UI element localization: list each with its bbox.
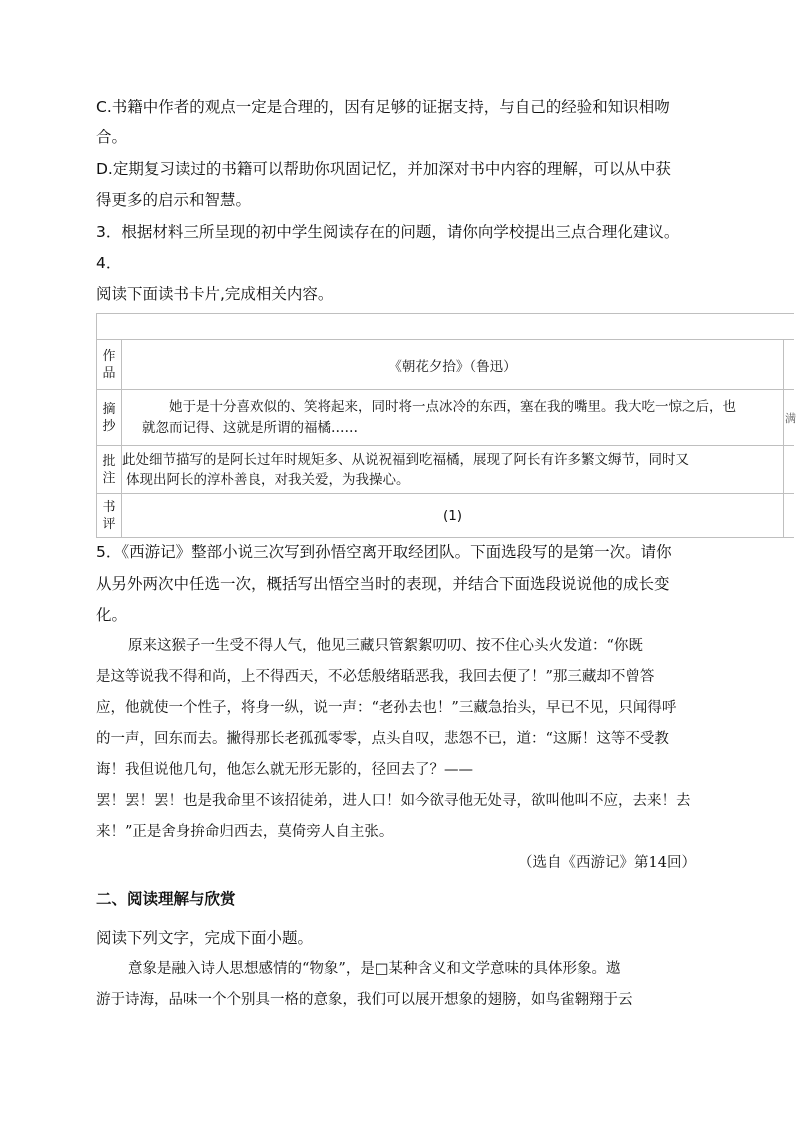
card-row-work xyxy=(97,340,795,390)
card-value-review: (1) xyxy=(122,494,784,538)
card-value-excerpt: 她于是十分喜欢似的、笑将起来，同时将一点冰冷的东西，塞在我的嘴里。我大吃一惊之后，也 就忽而记得、这就是所谓的福橘…… xyxy=(122,390,784,446)
card-label-work: 作 品 xyxy=(97,340,122,390)
card-label-excerpt: 摘 抄 xyxy=(97,390,122,446)
question-4-intro: 阅读下面读书卡片,完成相关内容。 xyxy=(96,285,334,303)
reading-card-table xyxy=(96,313,794,538)
passage-line: 来！”正是舍身拚命归西去，莫倚旁人自主张。 xyxy=(96,824,394,840)
option-c: C.书籍中作者的观点一定是合理的，因有足够的证据支持，与自己的经验和知识相吻 xyxy=(96,98,670,116)
question-5-line-1: 5．《西游记》整部小说三次写到孙悟空离开取经团队。下面选段写的是第一次。请你 xyxy=(96,543,672,561)
section-2-paragraph-line: 意象是融入诗人思想感情的“物象”，是□某种含义和文学意味的具体形象。遨 xyxy=(128,961,621,977)
passage-line: 原来这猴子一生受不得人气，他见三藏只管絮絮叨叨、按不住心头火发道：“你既 xyxy=(128,638,643,654)
question-5-line-3: 化。 xyxy=(96,606,128,624)
question-4-number: 4． xyxy=(96,254,122,272)
option-d: D.定期复习读过的书籍可以帮助你巩固记忆，并加深对书中内容的理解，可以从中获 xyxy=(96,160,671,178)
question-5-line-2: 从另外两次中任选一次，概括写出悟空当时的表现，并结合下面选段说说他的成长变 xyxy=(96,575,670,593)
card-value-work: 《朝花夕拾》（鲁迅） xyxy=(122,340,784,390)
option-c-continued: 合。 xyxy=(96,128,128,146)
card-row-annotation xyxy=(97,446,795,494)
card-edge-glyph: 满 xyxy=(785,412,796,425)
card-top-row xyxy=(97,314,795,340)
passage-line: 应，他就使一个性子，将身一纵，说一声：“老孙去也！”三藏急抬头，早已不见，只闻得呼 xyxy=(96,700,677,716)
section-2-paragraph-line: 游于诗海，品味一个个别具一格的意象，我们可以展开想象的翅膀，如鸟雀翱翔于云 xyxy=(96,992,633,1008)
passage-line: 的一声，回东而去。撇得那长老孤孤零零，点头自叹，悲怨不已，道：“这厮！这等不受教 xyxy=(96,731,669,747)
passage-line: 是这等说我不得和尚，上不得西天，不必恁般绪聒恶我，我回去便了！”那三藏却不曾答 xyxy=(96,669,655,685)
card-label-annotation: 批 注 xyxy=(97,446,122,494)
passage-line: 诲！我但说他几句，他怎么就无形无影的，径回去了？—— xyxy=(96,762,473,778)
card-label-review: 书 评 xyxy=(97,494,122,538)
section-2-title: 二、阅读理解与欣赏 xyxy=(96,890,236,908)
question-3: 3．根据材料三所呈现的初中学生阅读存在的问题，请你向学校提出三点合理化建议。 xyxy=(96,223,680,241)
passage-source: （选自《西游记》第14回） xyxy=(518,855,696,871)
card-row-review xyxy=(97,494,795,538)
section-2-instruction: 阅读下列文字，完成下面小题。 xyxy=(96,929,314,947)
card-row-excerpt xyxy=(97,390,795,446)
option-d-continued: 得更多的启示和智慧。 xyxy=(96,191,252,209)
passage-line: 罢！罢！罢！也是我命里不该招徒弟，进人口！如今欲寻他无处寻，欲叫他叫不应，去来！去 xyxy=(96,793,691,809)
card-value-annotation: 此处细节描写的是阿长过年时规矩多、从说祝福到吃福橘，展现了阿长有许多繁文缛节，同时又 体现出阿长的淳朴善良，对我关爱，为我操心。 xyxy=(122,446,784,494)
